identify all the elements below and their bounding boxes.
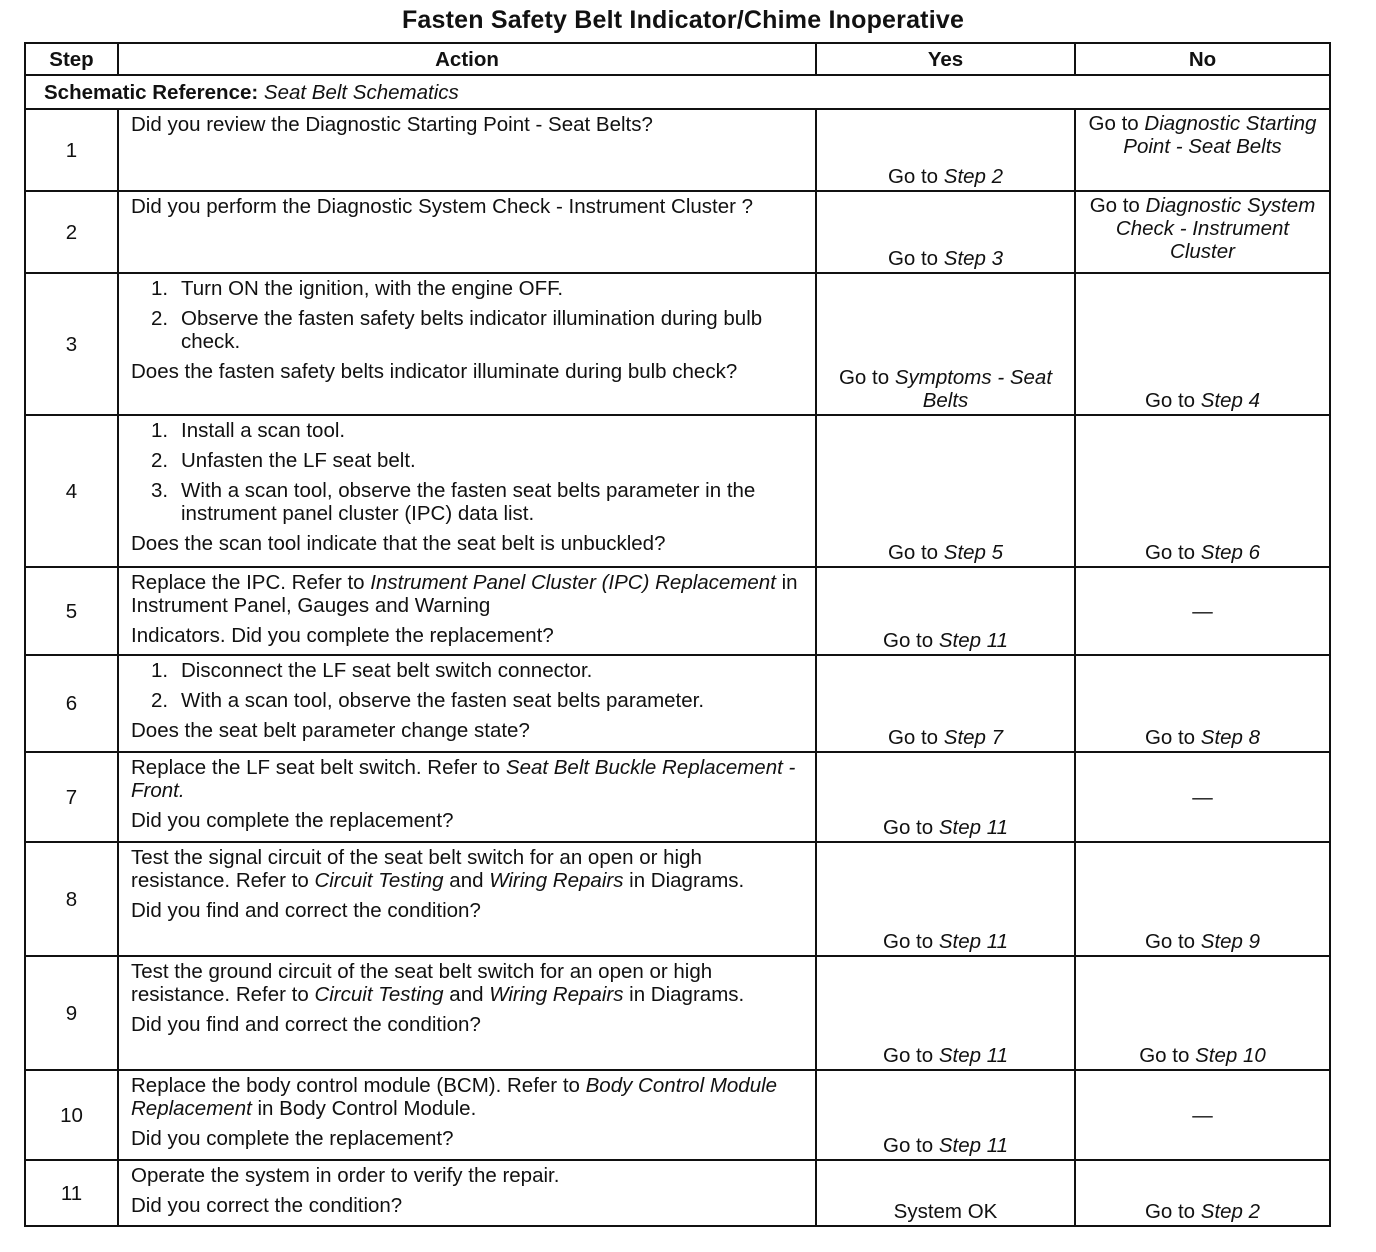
substep-text: Unfasten the LF seat belt. [181,449,416,472]
no-prefix: Go to [1088,112,1145,135]
step-number: 10 [25,1070,118,1160]
step-number: 7 [25,752,118,842]
action-question: Does the scan tool indicate that the seat belt is unbuckled? [131,532,666,555]
table-row [25,1160,1330,1226]
action-text [131,571,805,617]
no-link[interactable]: Step 8 [1200,726,1261,749]
no-cell [1075,191,1330,273]
header-step: Step [25,43,118,75]
no-prefix: Go to [1144,1200,1201,1223]
step-action [118,567,816,655]
action-question: Did you complete the replacement? [131,1127,454,1150]
step-number: 9 [25,956,118,1070]
action-reference-link[interactable]: Body Control Module Replacement [131,1074,778,1120]
yes-prefix: Go to [883,629,939,652]
header-row [25,43,1330,75]
no-link[interactable]: Step 4 [1200,389,1261,412]
yes-cell [816,956,1075,1070]
yes-link[interactable]: Step 7 [943,726,1004,749]
no-dash: — [1192,1103,1213,1127]
no-prefix: Go to [1089,194,1146,217]
step-number: 2 [25,191,118,273]
no-dash: — [1192,599,1213,623]
yes-prefix: Go to [883,930,939,953]
yes-prefix: Go to [887,726,944,749]
table-row [25,191,1330,273]
yes-cell [816,191,1075,273]
substep-text: With a scan tool, observe the fasten seat belts parameter. [181,689,705,712]
yes-link[interactable]: Step 11 [938,629,1008,652]
list-item [131,419,805,442]
action-reference-link[interactable]: Seat Belt Buckle Replacement - Front. [131,756,796,802]
step-action [118,1160,816,1226]
substep-number: 1. [151,419,169,442]
substep-number: 1. [151,277,169,300]
substep-text: Install a scan tool. [181,419,346,442]
schematic-label: Schematic Reference: [44,80,259,104]
step-action [118,752,816,842]
yes-prefix: Go to [883,816,939,839]
action-text [131,1074,805,1120]
no-prefix: Go to [1144,389,1201,412]
yes-prefix: Go to [887,165,944,188]
substep-text: Disconnect the LF seat belt switch connector. [181,659,593,682]
action-reference-link[interactable]: Circuit Testing [314,869,444,892]
header-yes: Yes [816,43,1075,75]
schematic-link[interactable]: Seat Belt Schematics [263,80,459,104]
action-question: Did you find and correct the condition? [131,1013,481,1036]
no-dash: — [1192,785,1213,809]
action-text-mid: and [443,869,490,892]
yes-prefix: Go to [838,366,895,389]
step-number: 6 [25,655,118,752]
action-text-post: in Diagrams. [623,983,745,1006]
yes-cell [816,415,1075,567]
list-item [131,689,805,712]
action-text-post: in Diagrams. [623,869,745,892]
yes-prefix: Go to [883,1134,939,1157]
table-row [25,752,1330,842]
no-prefix: Go to [1144,726,1201,749]
table-row [25,956,1330,1070]
no-cell [1075,752,1330,842]
header-no: No [1075,43,1330,75]
no-cell [1075,415,1330,567]
action-text-pre: Test the signal circuit of the seat belt switch for an open or high resistance. Refer to [131,846,702,892]
substep-number: 2. [151,307,169,330]
yes-link[interactable]: Symptoms - Seat Belts [894,366,1053,412]
action-question: Did you find and correct the condition? [131,899,481,922]
action-reference-link-2[interactable]: Wiring Repairs [489,869,624,892]
action-text-pre: Replace the LF seat belt switch. Refer to [131,756,506,779]
substep-number: 3. [151,479,169,502]
action-reference-link[interactable]: Instrument Panel Cluster (IPC) Replacement [370,571,776,594]
step-action [118,109,816,191]
step-action [118,191,816,273]
no-cell [1075,567,1330,655]
step-number: 11 [25,1160,118,1226]
no-link[interactable]: Step 6 [1200,541,1261,564]
action-question: Indicators. Did you complete the replacement? [131,624,554,647]
no-prefix: Go to [1144,541,1201,564]
substep-list [131,419,805,525]
no-cell [1075,655,1330,752]
list-item [131,277,805,300]
action-text-pre: Replace the body control module (BCM). Refer to [131,1074,586,1097]
schematic-row [25,75,1330,109]
action-reference-link[interactable]: Circuit Testing [314,983,444,1006]
step-action [118,655,816,752]
action-text: Did you review the Diagnostic Starting Point - Seat Belts? [131,113,653,136]
no-cell [1075,1070,1330,1160]
no-link[interactable]: Step 10 [1195,1044,1266,1067]
step-action [118,1070,816,1160]
step-action [118,415,816,567]
list-item [131,659,805,682]
yes-link[interactable]: Step 11 [938,930,1008,953]
action-text-pre: Replace the IPC. Refer to [131,571,371,594]
substep-number: 1. [151,659,169,682]
step-number: 5 [25,567,118,655]
yes-text: System OK [893,1200,998,1223]
substep-number: 2. [151,689,169,712]
substep-text: With a scan tool, observe the fasten seat belts parameter in the instrument panel cluster (IPC) data list. [181,479,756,525]
yes-prefix: Go to [887,541,944,564]
yes-link[interactable]: Step 11 [938,1044,1008,1067]
action-text [131,960,805,1006]
action-question: Does the fasten safety belts indicator illuminate during bulb check? [131,360,738,383]
step-action [118,273,816,415]
yes-cell [816,842,1075,956]
page-title: Fasten Safety Belt Indicator/Chime Inoperative [401,6,965,34]
no-prefix: Go to [1139,1044,1196,1067]
action-text [131,756,805,802]
no-link[interactable]: Diagnostic Starting Point - Seat Belts [1123,112,1317,158]
table-row [25,415,1330,567]
step-number: 8 [25,842,118,956]
no-link[interactable]: Step 2 [1200,1200,1261,1223]
yes-cell [816,109,1075,191]
list-item [131,449,805,472]
table-row [25,109,1330,191]
schematic-reference [25,75,1330,109]
table-row [25,273,1330,415]
yes-cell [816,655,1075,752]
action-text-post: in Instrument Panel, Gauges and Warning [131,571,798,617]
no-cell [1075,273,1330,415]
yes-cell [816,1160,1075,1226]
table-row [25,655,1330,752]
no-cell [1075,842,1330,956]
action-reference-link-2[interactable]: Wiring Repairs [489,983,624,1006]
no-link[interactable]: Diagnostic System Check - Instrument Cluster [1115,194,1316,263]
substep-number: 2. [151,449,169,472]
step-number: 3 [25,273,118,415]
step-action [118,842,816,956]
diagnostic-table [24,42,1331,1227]
no-prefix: Go to [1144,930,1201,953]
table-row [25,1070,1330,1160]
step-number: 1 [25,109,118,191]
action-text: Did you perform the Diagnostic System Check - Instrument Cluster ? [131,195,754,218]
table-row [25,567,1330,655]
action-text: Operate the system in order to verify the repair. [131,1164,560,1187]
action-text-post: in Body Control Module. [251,1097,477,1120]
yes-link[interactable]: Step 11 [938,1134,1008,1157]
yes-cell [816,752,1075,842]
action-text-mid: and [443,983,490,1006]
yes-cell [816,273,1075,415]
substep-list [131,277,805,353]
list-item [131,479,805,525]
action-question: Did you complete the replacement? [131,809,454,832]
step-action [118,956,816,1070]
substep-list [131,659,805,712]
no-cell [1075,109,1330,191]
substep-text: Turn ON the ignition, with the engine OFF. [181,277,564,300]
yes-cell [816,567,1075,655]
no-cell [1075,1160,1330,1226]
no-link[interactable]: Step 9 [1200,930,1261,953]
table-row [25,842,1330,956]
yes-link[interactable]: Step 11 [938,816,1008,839]
yes-link[interactable]: Step 2 [943,165,1004,188]
no-cell [1075,956,1330,1070]
action-question: Did you correct the condition? [131,1194,403,1217]
yes-prefix: Go to [883,1044,939,1067]
list-item [131,307,805,353]
yes-prefix: Go to [887,247,944,270]
yes-cell [816,1070,1075,1160]
step-number: 4 [25,415,118,567]
action-text-pre: Test the ground circuit of the seat belt switch for an open or high resistance. Refer to [131,960,713,1006]
yes-link[interactable]: Step 5 [943,541,1004,564]
action-text [131,846,805,892]
header-action: Action [118,43,816,75]
yes-link[interactable]: Step 3 [943,247,1004,270]
action-question: Does the seat belt parameter change state? [131,719,530,742]
substep-text: Observe the fasten safety belts indicator illumination during bulb check. [181,307,763,353]
